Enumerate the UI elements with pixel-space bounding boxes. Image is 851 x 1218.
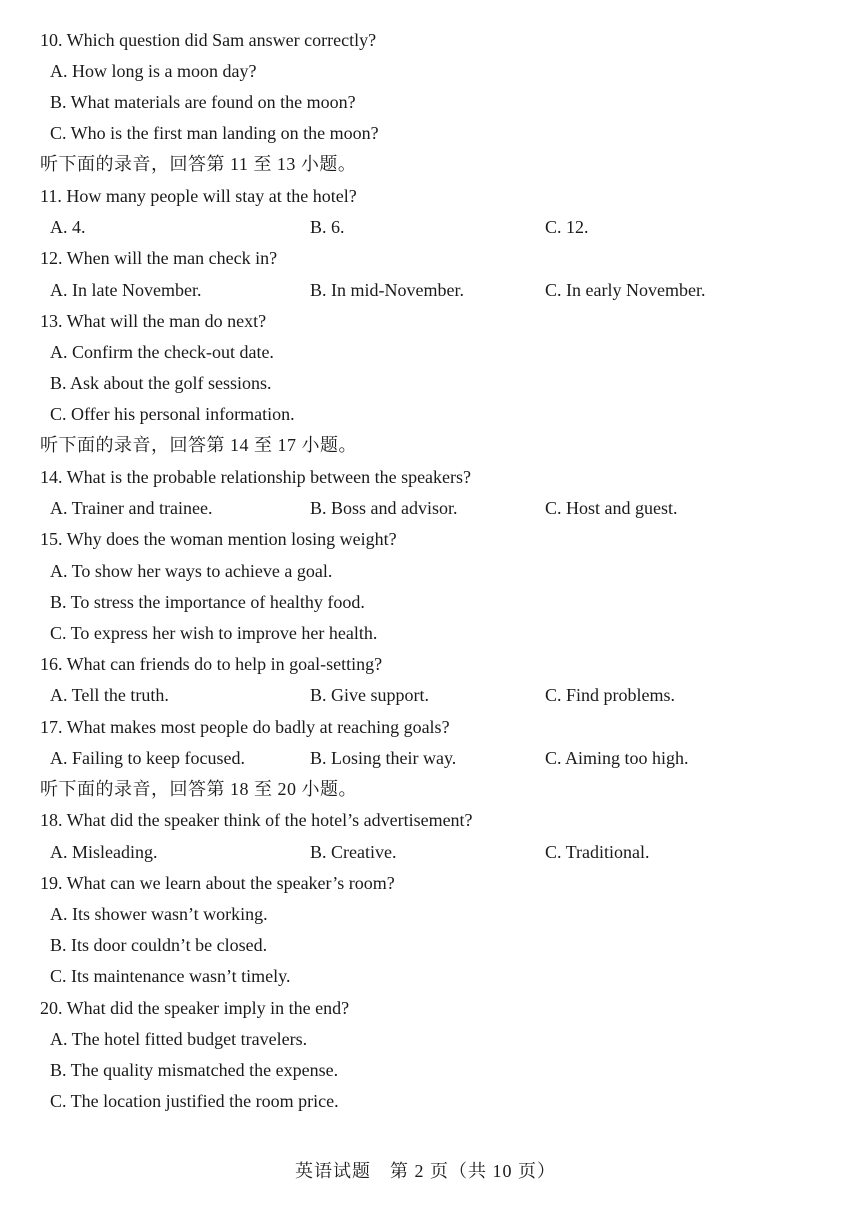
question-18-stem: 18. What did the speaker think of the hotel’s advertisement? xyxy=(40,810,473,830)
question-15-stem: 15. Why does the woman mention losing weight? xyxy=(40,529,397,549)
question-13-option-c: C. Offer his personal information. xyxy=(50,404,295,424)
question-10-stem: 10. Which question did Sam answer correctly? xyxy=(40,30,377,50)
question-16-option-b: B. Give support. xyxy=(310,685,429,705)
question-17-option-b: B. Losing their way. xyxy=(310,748,457,768)
question-19-option-b: B. Its door couldn’t be closed. xyxy=(50,935,268,955)
question-12-option-b: B. In mid-November. xyxy=(310,280,464,300)
question-15-option-b: B. To stress the importance of healthy food. xyxy=(50,592,365,612)
question-18-option-a: A. Misleading. xyxy=(50,842,158,862)
question-11-option-c: C. 12. xyxy=(545,217,589,237)
question-19-option-c: C. Its maintenance wasn’t timely. xyxy=(50,966,291,986)
section-instruction-14-17: 听下面的录音，回答第 14 至 17 小题。 xyxy=(40,435,357,455)
question-11-option-b: B. 6. xyxy=(310,217,345,237)
question-19-stem: 19. What can we learn about the speaker’s room? xyxy=(40,873,395,893)
question-12-option-c: C. In early November. xyxy=(545,280,706,300)
question-17-option-c: C. Aiming too high. xyxy=(545,748,689,768)
question-11-option-a: A. 4. xyxy=(50,217,86,237)
question-15-option-c: C. To express her wish to improve her health. xyxy=(50,623,378,643)
section-instruction-18-20: 听下面的录音，回答第 18 至 20 小题。 xyxy=(40,779,357,799)
question-14-option-b: B. Boss and advisor. xyxy=(310,498,458,518)
page-footer: 英语试题 第 2 页（共 10 页） xyxy=(295,1161,556,1181)
question-11-stem: 11. How many people will stay at the hotel? xyxy=(40,186,357,206)
question-14-option-a: A. Trainer and trainee. xyxy=(50,498,213,518)
question-10-option-b: B. What materials are found on the moon? xyxy=(50,92,356,112)
question-18-option-b: B. Creative. xyxy=(310,842,397,862)
question-16-option-a: A. Tell the truth. xyxy=(50,685,169,705)
section-instruction-11-13: 听下面的录音，回答第 11 至 13 小题。 xyxy=(40,154,357,174)
question-12-stem: 12. When will the man check in? xyxy=(40,248,278,268)
question-17-stem: 17. What makes most people do badly at reaching goals? xyxy=(40,717,450,737)
question-14-stem: 14. What is the probable relationship between the speakers? xyxy=(40,467,472,487)
question-14-option-c: C. Host and guest. xyxy=(545,498,678,518)
question-20-option-a: A. The hotel fitted budget travelers. xyxy=(50,1029,308,1049)
question-17-option-a: A. Failing to keep focused. xyxy=(50,748,245,768)
question-19-option-a: A. Its shower wasn’t working. xyxy=(50,904,268,924)
question-20-option-b: B. The quality mismatched the expense. xyxy=(50,1060,339,1080)
question-13-stem: 13. What will the man do next? xyxy=(40,311,267,331)
question-16-option-c: C. Find problems. xyxy=(545,685,676,705)
question-20-option-c: C. The location justified the room price. xyxy=(50,1091,339,1111)
question-13-option-b: B. Ask about the golf sessions. xyxy=(50,373,272,393)
question-18-option-c: C. Traditional. xyxy=(545,842,650,862)
question-12-option-a: A. In late November. xyxy=(50,280,202,300)
question-16-stem: 16. What can friends do to help in goal-setting? xyxy=(40,654,383,674)
question-20-stem: 20. What did the speaker imply in the end? xyxy=(40,998,350,1018)
question-15-option-a: A. To show her ways to achieve a goal. xyxy=(50,561,333,581)
question-13-option-a: A. Confirm the check-out date. xyxy=(50,342,274,362)
question-10-option-c: C. Who is the first man landing on the moon? xyxy=(50,123,379,143)
question-10-option-a: A. How long is a moon day? xyxy=(50,61,257,81)
